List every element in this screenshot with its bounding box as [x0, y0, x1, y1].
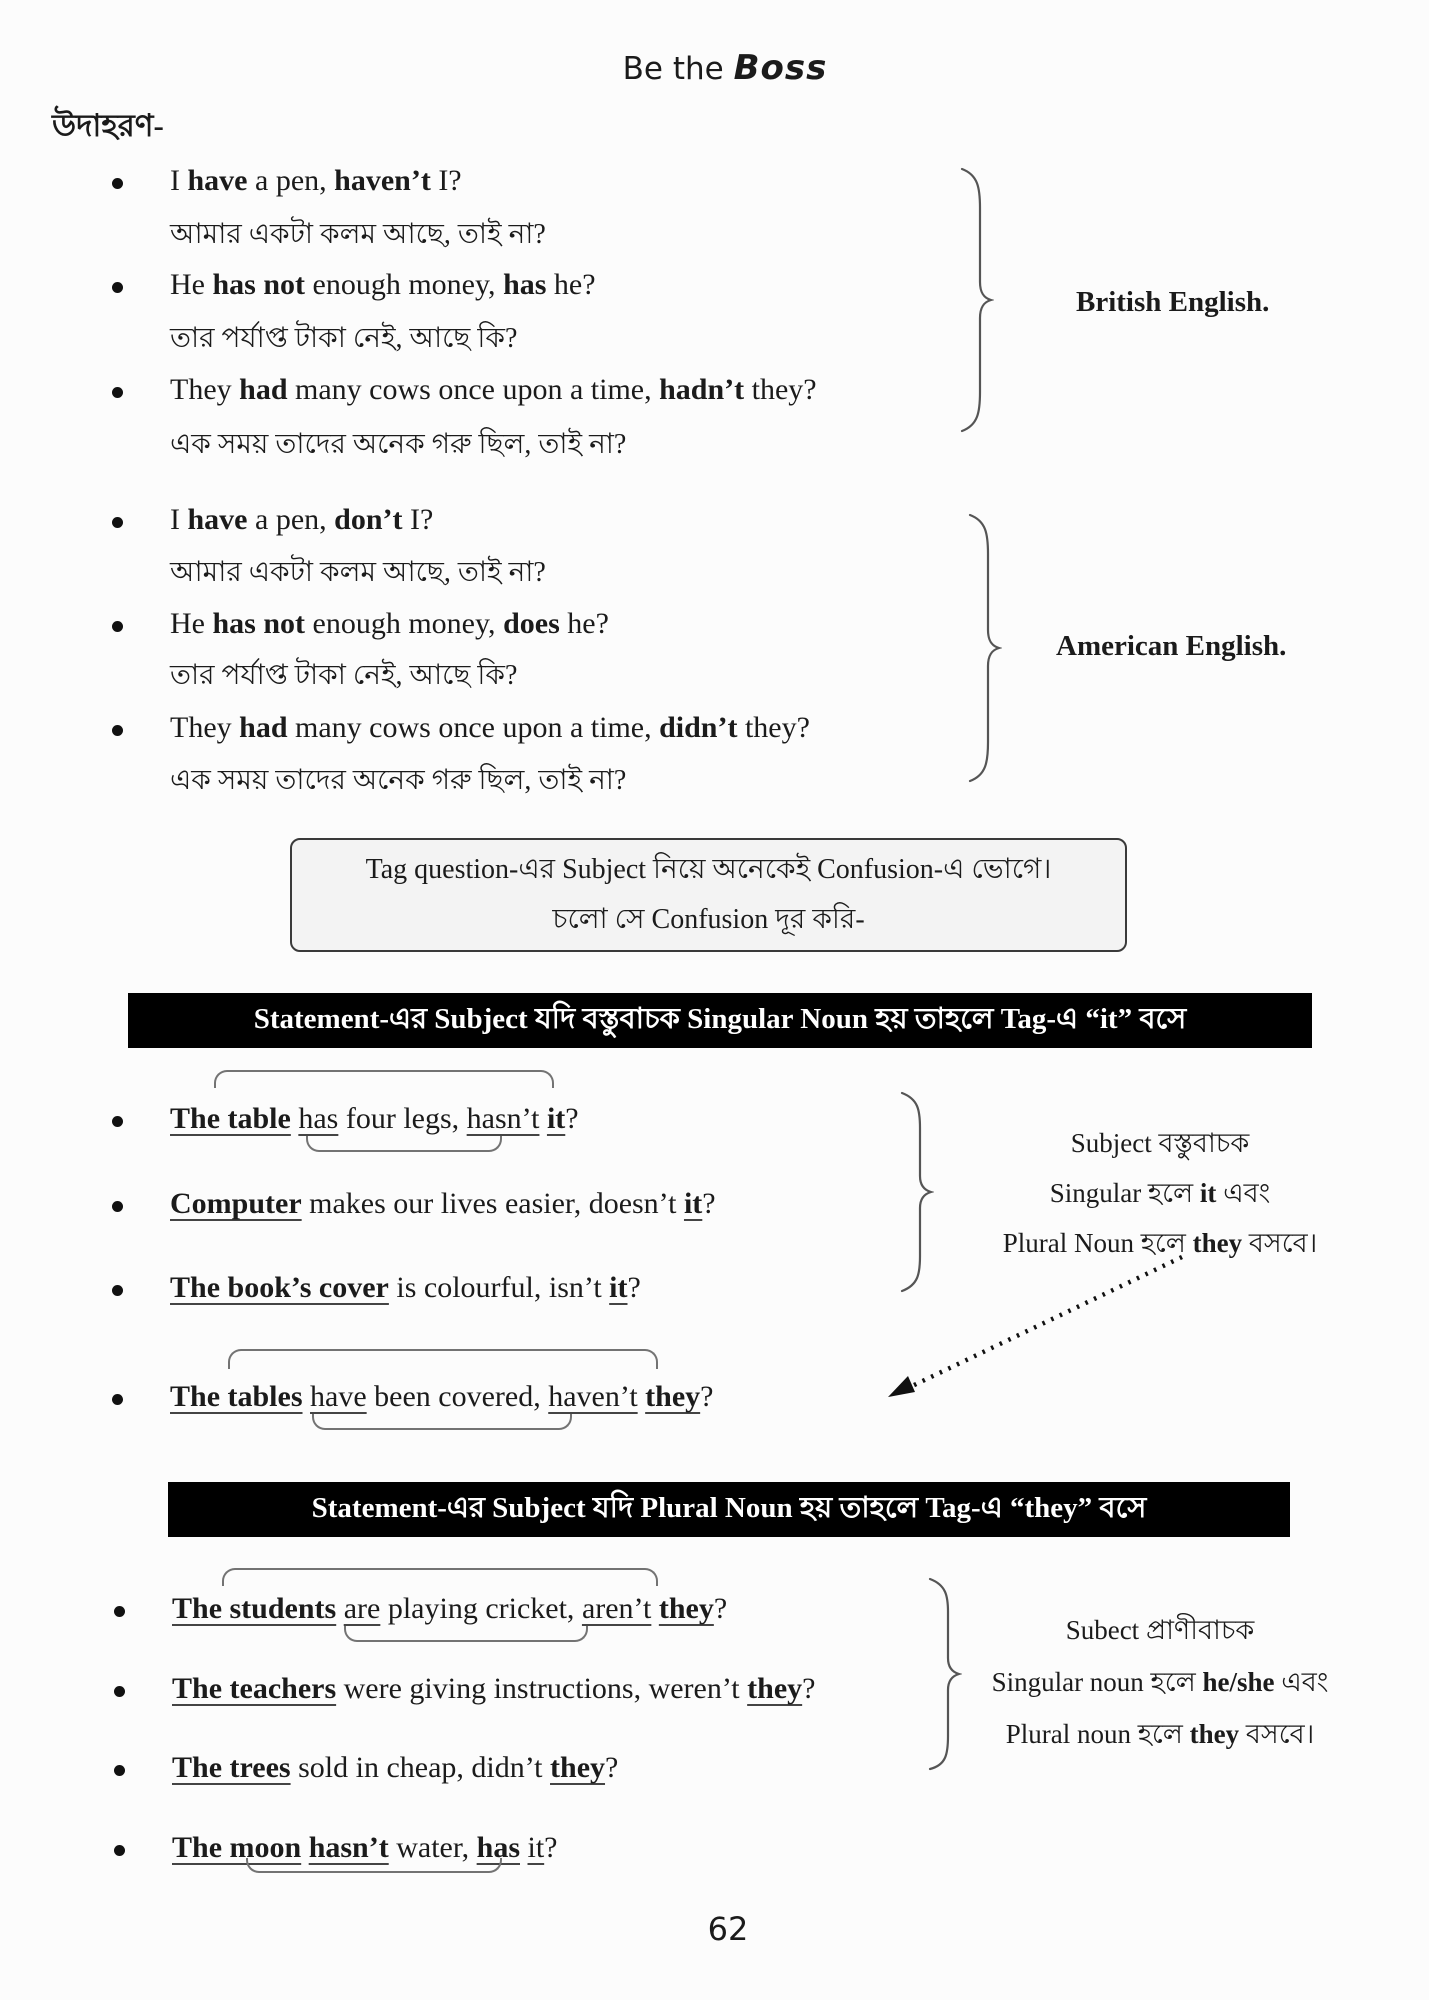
they-side-note-line2: Singular noun হলে he/she এবং	[991, 1667, 1329, 1697]
american-example-1-bn: আমার একটা কলম আছে, তাই না?	[170, 557, 546, 588]
american-group-brace	[966, 512, 1002, 784]
it-example-3: The book’s cover is colourful, isn’t it?	[170, 1271, 641, 1304]
british-example-1-bn: আমার একটা কলম আছে, তাই না?	[170, 219, 546, 250]
grouping-arc-top	[214, 1070, 554, 1088]
they-side-note	[940, 1604, 1380, 1760]
grouping-arc-bottom	[246, 1858, 502, 1873]
page-title-regular: Be the	[622, 51, 734, 87]
it-example-4: The tables have been covered, haven’t they?	[170, 1380, 714, 1413]
british-example-3-bn: এক সময় তাদের অনেক গরু ছিল, তাই না?	[170, 429, 627, 460]
american-example-3-en: They had many cows once upon a time, didn’t they?	[170, 711, 810, 744]
example-label: উদাহরণ-	[52, 108, 164, 143]
it-side-note-line3: Plural Noun হলে they বসবে।	[1002, 1228, 1318, 1258]
british-english-label: British English.	[1076, 286, 1270, 318]
british-example-3-en: They had many cows once upon a time, hadn’t they?	[170, 373, 817, 406]
american-example-3-bn: এক সময় তাদের অনেক গরু ছিল, তাই না?	[170, 765, 627, 796]
confusion-note-box	[290, 838, 1127, 952]
section-header-it: Statement-এর Subject যদি বস্তুবাচক Singular Noun হয় তাহলে Tag-এ “it” বসে	[128, 993, 1312, 1048]
confusion-note-line2: চলো সে Confusion দূর করি-	[552, 904, 865, 935]
grouping-arc-top	[222, 1568, 658, 1586]
grouping-arc-bottom	[306, 1136, 502, 1152]
american-example-1-en: I have a pen, don’t I?	[170, 503, 434, 536]
it-example-1: The table has four legs, hasn’t it?	[170, 1102, 579, 1135]
they-side-note-line1: Subect প্রাণীবাচক	[1065, 1615, 1255, 1645]
american-example-2-en: He has not enough money, does he?	[170, 607, 609, 640]
section-header-they: Statement-এর Subject যদি Plural Noun হয় তাহলে Tag-এ “they” বসে	[168, 1482, 1290, 1537]
british-example-1-en: I have a pen, haven’t I?	[170, 164, 462, 197]
american-english-label: American English.	[1056, 630, 1287, 662]
it-side-note-line2: Singular হলে it এবং	[1049, 1178, 1271, 1208]
dotted-arrow	[880, 1245, 1210, 1410]
british-example-2-bn: তার পর্যাপ্ত টাকা নেই, আছে কি?	[170, 323, 518, 354]
grouping-arc-bottom	[312, 1414, 572, 1430]
it-side-note-line1: Subject বস্তুবাচক	[1070, 1128, 1250, 1158]
they-example-1: The students are playing cricket, aren’t they?	[172, 1592, 728, 1625]
it-example-2: Computer makes our lives easier, doesn’t it?	[170, 1187, 716, 1220]
grouping-arc-top	[228, 1349, 658, 1369]
british-group-brace	[958, 166, 994, 434]
page-title	[560, 48, 890, 88]
they-example-2: The teachers were giving instructions, weren’t they?	[172, 1672, 816, 1705]
american-example-2-bn: তার পর্যাপ্ত টাকা নেই, আছে কি?	[170, 660, 518, 691]
they-example-3: The trees sold in cheap, didn’t they?	[172, 1751, 619, 1784]
page-title-script: Boss	[733, 48, 828, 88]
they-example-4: The moon hasn’t water, has it?	[172, 1831, 558, 1864]
confusion-note-line1: Tag question-এর Subject নিয়ে অনেকেই Confusion-এ ভোগে।	[365, 854, 1052, 885]
british-example-2-en: He has not enough money, has he?	[170, 268, 596, 301]
they-side-note-line3: Plural noun হলে they বসবে।	[1005, 1719, 1315, 1749]
page-number: 62	[707, 1910, 749, 1948]
grouping-arc-bottom	[344, 1626, 588, 1642]
